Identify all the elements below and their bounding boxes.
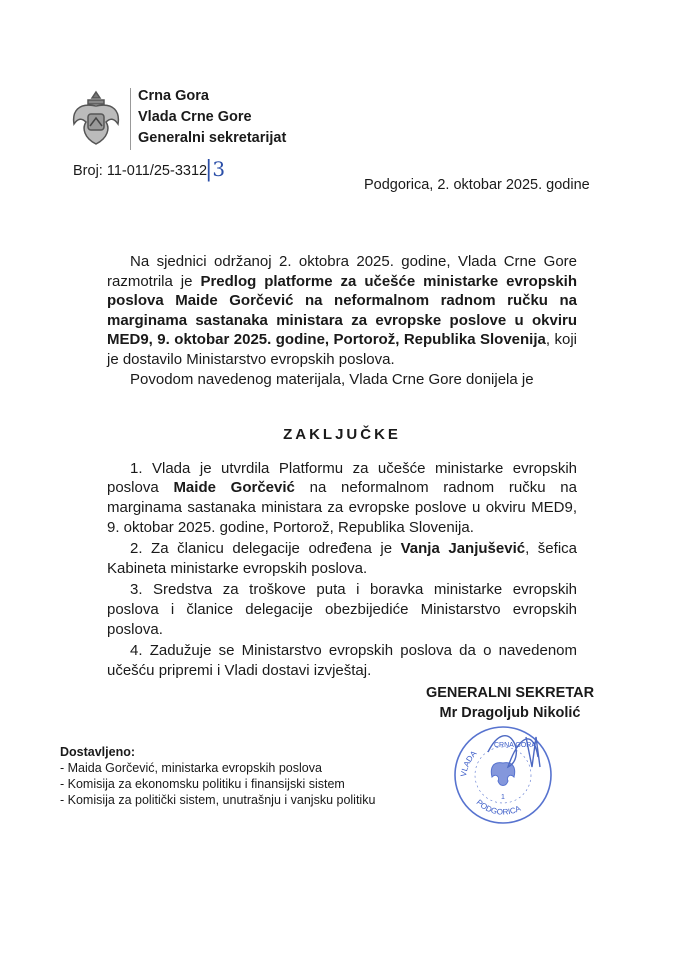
delivered-item: - Komisija za politički sistem, unutrašnju i vanjsku politiku [60, 793, 376, 807]
conclusion-text: 1. Vlada je utvrdila Platformu za učešće ministarke evropskih poslova [107, 459, 577, 497]
delivered-item: - Komisija za ekonomsku politiku i finansijski sistem [60, 777, 345, 791]
stamp-top-text: VLADA [458, 749, 479, 778]
conclusion-text: na neformalnom radnom ručku na marginama sastanaka ministara za evropske poslove u okviru MED9, 9. oktobar 2025. godine, Portorož, Republika Slovenija. [107, 479, 577, 536]
header-country: Crna Gora [138, 88, 209, 104]
place-date: Podgorica, 2. oktobar 2025. godine [364, 177, 590, 193]
svg-text:PODGORICA [475, 798, 523, 817]
conclusion-text: , šefica Kabineta ministarke evropskih poslova. [107, 540, 577, 577]
conclusion-4: 4. Zadužuje se Ministarstvo evropskih poslova da o navedenom učešću pripremi i Vladi dostavi izvještaj. [107, 642, 577, 679]
coat-of-arms-logo [68, 88, 124, 148]
letterhead [138, 86, 286, 149]
signature-title: GENERALNI SEKRETAR [425, 685, 595, 701]
intro-subject: Predlog platforme za učešće ministarke evropskih poslova Maide Gorčević na neformalnom radnom ručku na marginama sastanaka ministara za evropske poslove u okviru MED9, 9. oktobar 2025. godine, Portorož, Republika Slovenija [107, 272, 578, 349]
official-stamp [448, 717, 558, 827]
conclusion-name: Vanja Janjušević [400, 540, 526, 558]
conclusion-1 [107, 459, 577, 537]
delivered-item: - Maida Gorčević, ministarka evropskih poslova [60, 761, 322, 775]
header-office: Generalni sekretarijat [138, 130, 287, 146]
conclusion-text: 2. Za članicu delegacije određena je [130, 540, 401, 558]
handwritten-digit: 3 [212, 157, 226, 181]
reference-number: Broj: 11-011/25-3312 [73, 163, 208, 179]
header-government: Vlada Crne Gore [138, 109, 252, 125]
stamp-city: PODGORICA [474, 797, 523, 817]
delivered-label: Dostavljeno: [60, 745, 136, 759]
intro-text-end: , koji je dostavilo Ministarstvo evropskih poslova. [107, 331, 578, 368]
signature-name: Mr Dragoljub Nikolić [439, 705, 581, 721]
conclusion-2 [107, 539, 577, 578]
delivered-list [60, 744, 375, 808]
conclusion-3: 3. Sredstva za troškove puta i boravka ministarke evropskih poslova i članice delegacije obezbijediće Ministarstvo evropskih poslova. [107, 581, 577, 638]
stamp-country: CRNA GORA [494, 742, 537, 749]
svg-text:VLADA [459, 749, 479, 778]
document-body [107, 252, 577, 682]
header-divider [130, 88, 131, 150]
intro-paragraph [107, 252, 577, 370]
handwritten-suffix: |3 [205, 157, 226, 182]
intro-decision: Povodom navedenog materijala, Vlada Crne Gore donijela je [130, 370, 534, 388]
stamp-number: 1 [501, 794, 505, 801]
conclusions-title: ZAKLJUČKE [283, 426, 401, 444]
intro-text: Na sjednici održanoj 2. oktobra 2025. godine, Vlada Crne Gore razmotrila je [107, 253, 577, 290]
conclusion-name: Maide Gorčević [173, 479, 295, 497]
